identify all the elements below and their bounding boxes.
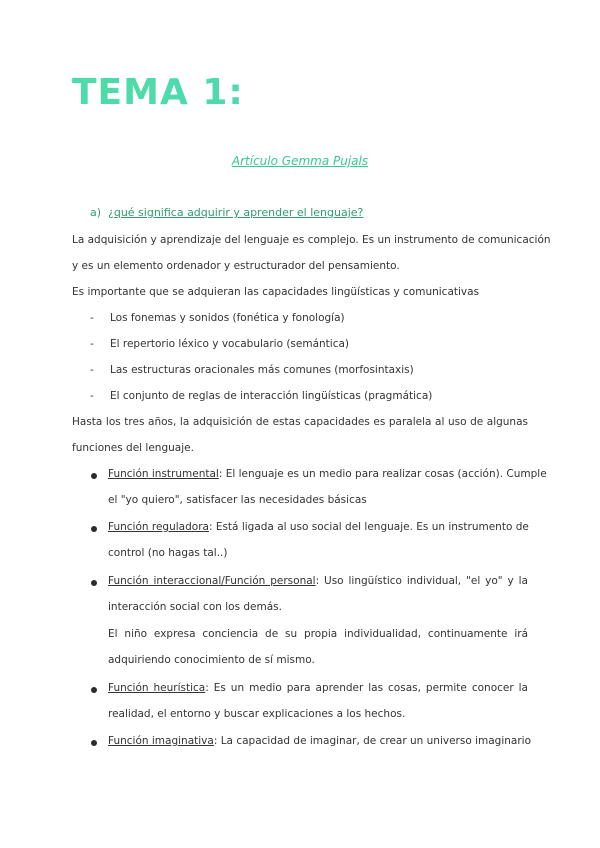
list-item bbox=[90, 364, 414, 376]
list-item bbox=[90, 338, 349, 350]
list-item bbox=[90, 312, 345, 324]
list-item-text: El repertorio léxico y vocabulario (semántica) bbox=[110, 338, 350, 350]
intro-line-1: La adquisición y aprendizaje del lenguaje es complejo. Es un instrumento de comunicación bbox=[72, 234, 551, 246]
function-name: Función reguladora bbox=[108, 521, 209, 533]
function-instrumental-line-1 bbox=[108, 468, 547, 480]
function-interaccional-line-3: El niño expresa conciencia de su propia individualidad, continuamente irá bbox=[108, 628, 528, 640]
function-reguladora-line-1 bbox=[108, 521, 528, 533]
function-description: : Está ligada al uso social del lenguaje. Es un instrumento de bbox=[208, 521, 529, 533]
paragraph-2-line-2: funciones del lenguaje. bbox=[72, 442, 194, 454]
bullet-icon bbox=[90, 523, 100, 533]
function-interaccional-line-4: adquiriendo conocimiento de sí mismo. bbox=[108, 654, 315, 666]
bullet-icon bbox=[90, 684, 100, 694]
list-item bbox=[90, 390, 432, 402]
list-item-text: Los fonemas y sonidos (fonética y fonología) bbox=[110, 312, 345, 324]
list-item-text: Las estructuras oracionales más comunes (morfosintaxis) bbox=[110, 364, 414, 376]
article-subtitle-text: Artículo Gemma Pujals bbox=[231, 154, 369, 168]
function-description: : Es un medio para aprender las cosas, permite conocer la bbox=[205, 682, 528, 694]
function-instrumental-line-2: el "yo quiero", satisfacer las necesidades básicas bbox=[108, 494, 367, 506]
function-name: Función interaccional/Función personal bbox=[108, 575, 316, 587]
function-name: Función imaginativa bbox=[108, 735, 214, 747]
bullet-icon bbox=[90, 737, 100, 747]
paragraph-2-line-1: Hasta los tres años, la adquisición de estas capacidades es paralela al uso de algunas bbox=[72, 416, 528, 428]
function-name: Función instrumental bbox=[108, 468, 219, 480]
function-name: Función heurística bbox=[108, 682, 206, 694]
section-letter: a) bbox=[90, 206, 102, 219]
function-interaccional-line-2: interacción social con los demás. bbox=[108, 601, 282, 613]
intro-line-2: y es un elemento ordenador y estructurador del pensamiento. bbox=[72, 260, 400, 272]
function-imaginativa-line-1 bbox=[108, 735, 532, 747]
section-heading-a bbox=[90, 206, 363, 219]
article-subtitle bbox=[0, 154, 600, 168]
function-description: : La capacidad de imaginar, de crear un universo imaginario bbox=[213, 735, 532, 747]
function-description: : El lenguaje es un medio para realizar cosas (acción). Cumple bbox=[218, 468, 547, 480]
function-heuristica-line-2: realidad, el entorno y buscar explicaciones a los hechos. bbox=[108, 708, 406, 720]
section-heading-text: ¿qué significa adquirir y aprender el lenguaje? bbox=[108, 206, 364, 219]
function-interaccional-line-1 bbox=[108, 575, 528, 587]
dash-marker: - bbox=[90, 338, 94, 350]
bullet-icon bbox=[90, 470, 100, 480]
list-item-text: El conjunto de reglas de interacción lingüísticas (pragmática) bbox=[110, 390, 433, 402]
function-reguladora-line-2: control (no hagas tal..) bbox=[108, 547, 228, 559]
bullet-icon bbox=[90, 577, 100, 587]
dash-marker: - bbox=[90, 312, 94, 324]
function-description: : Uso lingüístico individual, "el yo" y la bbox=[315, 575, 528, 587]
intro-line-3: Es importante que se adquieran las capacidades lingüísticas y comunicativas bbox=[72, 286, 480, 298]
function-heuristica-line-1 bbox=[108, 682, 528, 694]
dash-marker: - bbox=[90, 390, 94, 402]
page-title: TEMA 1: bbox=[72, 72, 244, 113]
dash-marker: - bbox=[90, 364, 94, 376]
